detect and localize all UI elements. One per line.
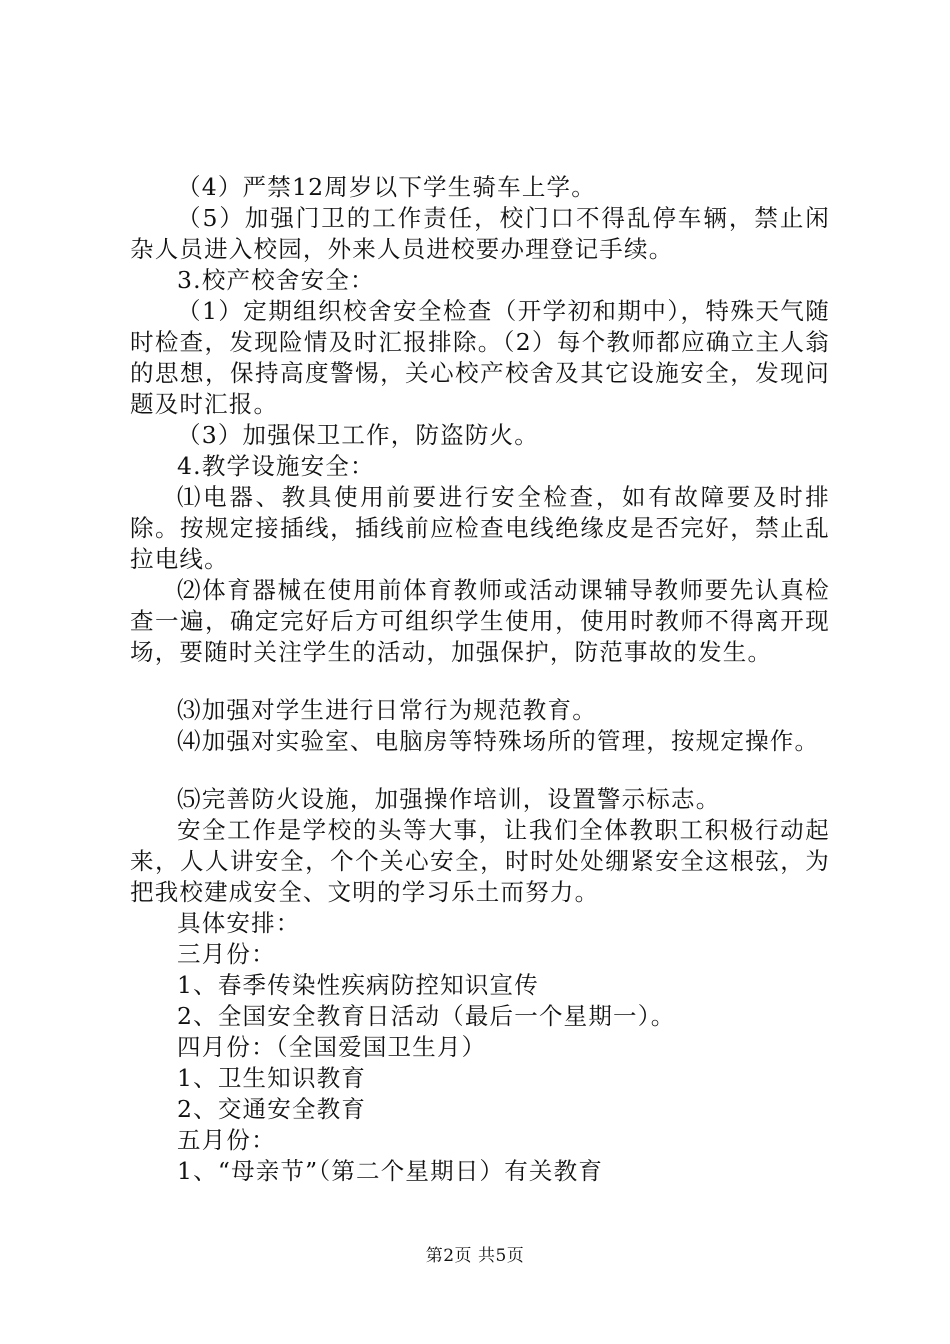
document-body (130, 172, 830, 1187)
list-item-march-2: 2、全国安全教育日活动（最后一个星期一）。 (177, 1002, 676, 1030)
heading-may: 五月份： (177, 1126, 276, 1154)
paragraph-facility-rule-3: ⑶加强对学生进行日常行为规范教育。 (177, 696, 597, 724)
page-number-footer: 第2页 共5页 (425, 1246, 525, 1266)
paragraph-facility-rule-4: ⑷加强对实验室、电脑房等特殊场所的管理，按规定操作。 (177, 727, 820, 755)
list-item-march-1: 1、春季传染性疾病防控知识宣传 (177, 971, 539, 999)
list-item-may-1: 1、“母亲节”（第二个星期日）有关教育 (177, 1157, 604, 1185)
heading-march: 三月份： (177, 940, 276, 968)
paragraph-rule-5: （5）加强门卫的工作责任，校门口不得乱停车辆，禁止闲杂人员进入校园，外来人员进校要办理登记手续。 (130, 204, 830, 263)
heading-april: 四月份：（全国爱国卫生月） (177, 1033, 487, 1061)
paragraph-property-rule-3: （3）加强保卫工作，防盗防火。 (177, 421, 539, 449)
paragraph-facility-rule-2: ⑵体育器械在使用前体育教师或活动课辅导教师要先认真检查一遍，确定完好后方可组织学生使用，使用时教师不得离开现场，要随时关注学生的活动，加强保护，防范事故的发生。 (130, 576, 830, 666)
paragraph-property-rule-1-2: （1）定期组织校舍安全检查（开学初和期中），特殊天气随时检查，发现险情及时汇报排除。（2）每个教师都应确立主人翁的思想，保持高度警惕，关心校产校舍及其它设施安全，发现问题及时汇报。 (130, 297, 830, 418)
list-item-april-1: 1、卫生知识教育 (177, 1064, 367, 1092)
heading-specific-arrangements: 具体安排： (177, 909, 301, 937)
list-item-april-2: 2、交通安全教育 (177, 1095, 367, 1123)
section-heading-campus-property: 3.校产校舍安全： (177, 266, 375, 294)
paragraph-facility-rule-5: ⑸完善防火设施，加强操作培训，设置警示标志。 (177, 785, 721, 813)
section-heading-teaching-facilities: 4.教学设施安全： (177, 452, 375, 480)
paragraph-rule-4: （4）严禁12周岁以下学生骑车上学。 (177, 173, 596, 201)
paragraph-facility-rule-1: ⑴电器、教具使用前要进行安全检查，如有故障要及时排除。按规定接插线，插线前应检查电线绝缘皮是否完好，禁止乱拉电线。 (130, 483, 830, 573)
paragraph-closing-statement: 安全工作是学校的头等大事，让我们全体教职工积极行动起来，人人讲安全，个个关心安全，时时处处绷紧安全这根弦，为把我校建成安全、文明的学习乐土而努力。 (130, 816, 830, 906)
